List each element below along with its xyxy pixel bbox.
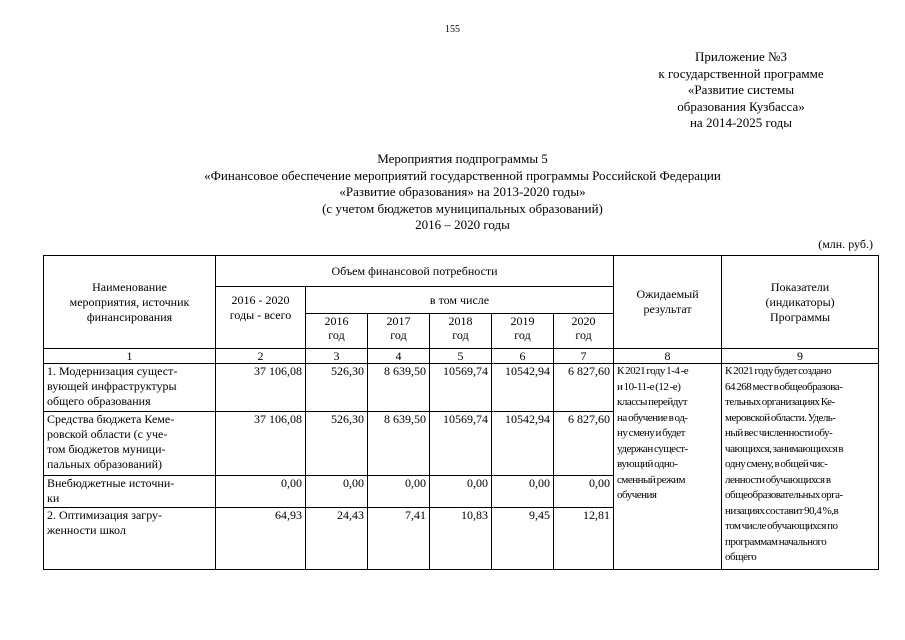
value-2016: 0,00	[306, 476, 368, 508]
header-year-2016: 2016 год	[306, 314, 368, 349]
column-number: 4	[368, 349, 430, 364]
value-2019: 10542,94	[492, 364, 554, 412]
document-title	[60, 151, 865, 234]
value-2020: 12,81	[554, 508, 614, 570]
column-number: 9	[722, 349, 879, 364]
value-total: 64,93	[216, 508, 306, 570]
title-line: Мероприятия подпрограммы 5	[377, 151, 548, 166]
column-numbers-row	[44, 349, 879, 364]
expected-result-text: К 2021 году 1-4 -е и 10-11-е (12 -е) классы перейдут на обучение в од- ну смену и будет удержан сущест- вующий одно- сменный режим обучения	[614, 364, 722, 570]
value-total: 37 106,08	[216, 364, 306, 412]
value-2020: 0,00	[554, 476, 614, 508]
value-2017: 7,41	[368, 508, 430, 570]
row-name: 1. Модернизация сущест- вующей инфраструктуры общего образования	[44, 364, 216, 412]
value-2019: 0,00	[492, 476, 554, 508]
units-label: (млн. руб.)	[818, 237, 873, 251]
value-2016: 526,30	[306, 412, 368, 476]
appendix-line: к государственной программе	[658, 65, 824, 81]
value-2017: 0,00	[368, 476, 430, 508]
page-number: 155	[445, 24, 460, 35]
header-year-2018: 2018 год	[430, 314, 492, 349]
title-line: «Финансовое обеспечение мероприятий государственной программы Российской Федерации	[204, 167, 721, 183]
value-2017: 8 639,50	[368, 412, 430, 476]
value-2018: 0,00	[430, 476, 492, 508]
row-name: Средства бюджета Кеме- ровской области (с уче- том бюджетов муници- пальных образований)	[44, 412, 216, 476]
value-2016: 526,30	[306, 364, 368, 412]
column-number: 3	[306, 349, 368, 364]
column-number: 1	[44, 349, 216, 364]
value-2018: 10569,74	[430, 412, 492, 476]
title-line: «Развитие образования» на 2013-2020 годы»	[339, 184, 586, 199]
header-volume: Объем финансовой потребности	[216, 256, 614, 287]
header-including: в том числе	[306, 287, 614, 314]
value-2016: 24,43	[306, 508, 368, 570]
title-line: 2016 – 2020 годы	[415, 217, 510, 232]
appendix-heading	[600, 49, 882, 132]
value-2019: 10542,94	[492, 412, 554, 476]
appendix-line: на 2014-2025 годы	[689, 115, 793, 130]
column-number: 5	[430, 349, 492, 364]
value-2020: 6 827,60	[554, 364, 614, 412]
financing-table	[43, 255, 879, 570]
value-total: 37 106,08	[216, 412, 306, 476]
header-year-2020: 2020 год	[554, 314, 614, 349]
header-total: 2016 - 2020 годы - всего	[216, 287, 306, 349]
appendix-line: образования Кузбасса»	[677, 98, 805, 114]
table-row	[44, 364, 879, 412]
title-line: (с учетом бюджетов муниципальных образований)	[322, 200, 603, 216]
header-year-2019: 2019 год	[492, 314, 554, 349]
row-name: 2. Оптимизация загру- женности школ	[44, 508, 216, 570]
value-2020: 6 827,60	[554, 412, 614, 476]
column-number: 7	[554, 349, 614, 364]
header-name: Наименование мероприятия, источник финансирования	[44, 256, 216, 349]
value-2019: 9,45	[492, 508, 554, 570]
column-number: 8	[614, 349, 722, 364]
header-year-2017: 2017 год	[368, 314, 430, 349]
column-number: 6	[492, 349, 554, 364]
indicators-text: К 2021 году будет создано 64 268 мест в общеобразова- тельных организациях Ке- меровской области. Удель- ный вес численности обу- чающихся, занимающихся в одну смену, в общей чис- ленности обучающихся в общеобразовательных орга- низациях составит 90,4 %,в том числе обучающихся по программам начального общего	[722, 364, 879, 570]
column-number: 2	[216, 349, 306, 364]
appendix-line: Приложение №3	[695, 49, 787, 64]
header-indicators: Показатели (индикаторы) Программы	[722, 256, 879, 349]
value-2017: 8 639,50	[368, 364, 430, 412]
value-2018: 10,83	[430, 508, 492, 570]
appendix-line: «Развитие системы	[687, 82, 795, 97]
header-expected-result: Ожидаемый результат	[614, 256, 722, 349]
value-total: 0,00	[216, 476, 306, 508]
value-2018: 10569,74	[430, 364, 492, 412]
row-name: Внебюджетные источни- ки	[44, 476, 216, 508]
